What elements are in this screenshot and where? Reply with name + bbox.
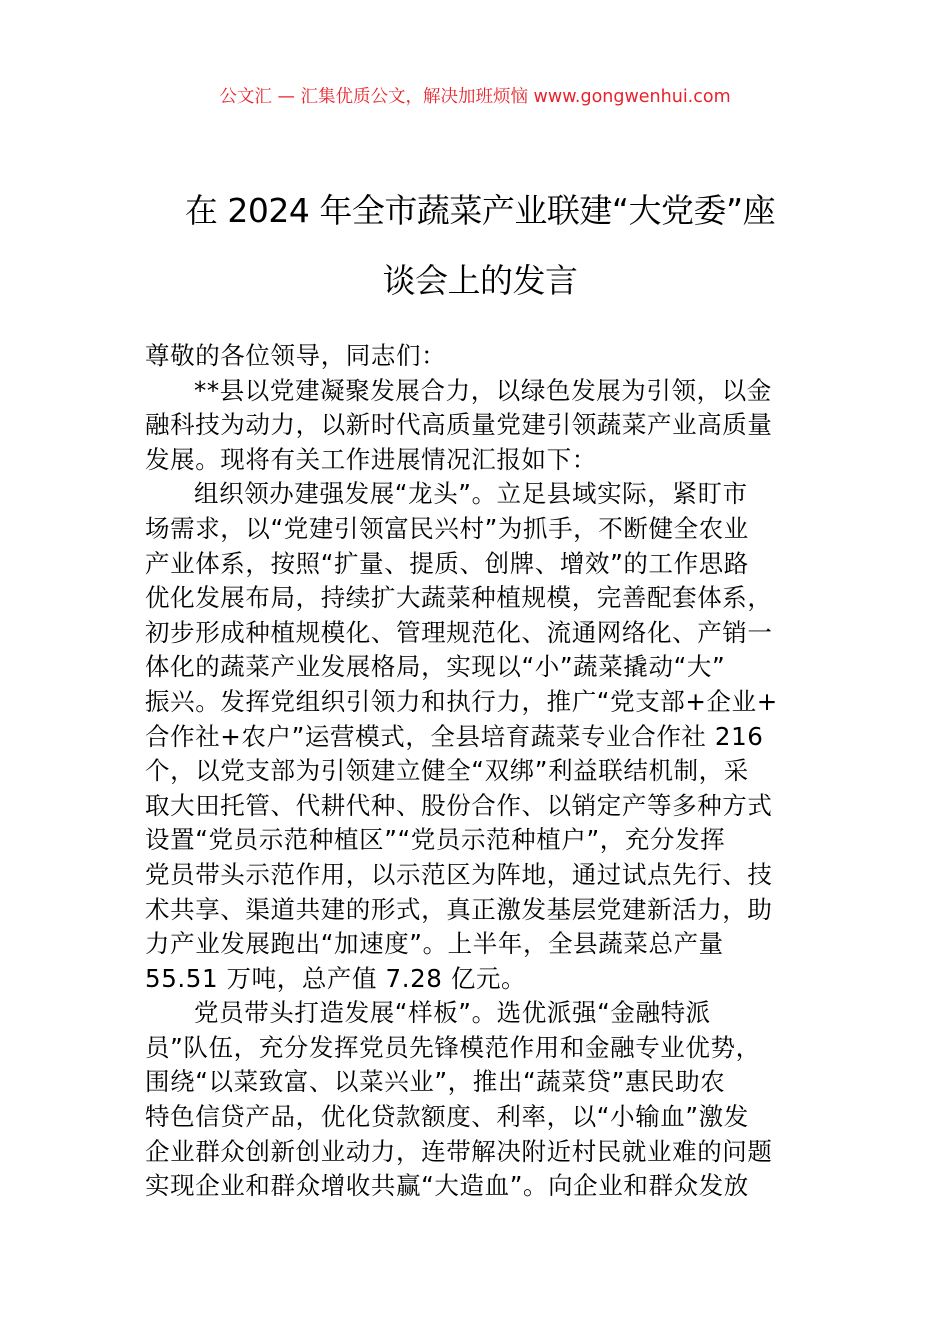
paragraph-model-line: 员”队伍，充分发挥党员先锋模范作用和金融专业优势，	[145, 1032, 761, 1062]
paragraph-leading-line: 党员带头示范作用，以示范区为阵地，通过试点先行、技	[145, 859, 773, 889]
paragraph-model-line: 党员带头打造发展“样板”。选优派强“金融特派	[194, 998, 711, 1028]
paragraph-leading-line: 力产业发展跑出“加速度”。上半年，全县蔬菜总产量	[145, 929, 724, 959]
title-line-2: 谈会上的发言	[382, 261, 578, 300]
paragraph-intro-line: **县以党建凝聚发展合力，以绿色发展为引领，以金	[194, 375, 772, 405]
document-body	[145, 339, 809, 1204]
paragraph-model-line: 实现企业和群众增收共赢“大造血”。向企业和群众发放	[145, 1171, 749, 1201]
paragraph-leading-line: 组织领办建强发展“龙头”。立足县域实际，紧盯市	[194, 479, 748, 509]
paragraph-leading-line: 设置“党员示范种植区”“党员示范种植户”，充分发挥	[145, 825, 726, 855]
paragraph-leading-line: 场需求，以“党建引领富民兴村”为抓手，不断健全农业	[145, 513, 749, 543]
watermark-banner: 公文汇 — 汇集优质公文，解决加班烦恼 www.gongwenhui.com	[219, 87, 731, 107]
paragraph-leading-line: 55.51 万吨，总产值 7.28 亿元。	[145, 963, 527, 993]
title-line-1: 在 2024 年全市蔬菜产业联建“大党委”座	[184, 191, 776, 230]
paragraph-leading-line: 初步形成种植规模化、管理规范化、流通网络化、产销一	[145, 617, 773, 647]
paragraph-leading-line: 优化发展布局，持续扩大蔬菜种植规模，完善配套体系，	[145, 583, 773, 613]
paragraph-model-line: 企业群众创新创业动力，连带解决附近村民就业难的问题	[145, 1136, 773, 1166]
document-title	[140, 176, 820, 316]
paragraph-intro-line: 发展。现将有关工作进展情况汇报如下：	[145, 444, 597, 474]
paragraph-leading-line: 合作社+农户”运营模式，全县培育蔬菜专业合作社 216	[145, 721, 764, 751]
salutation: 尊敬的各位领导，同志们：	[145, 341, 447, 370]
paragraph-leading-line: 体化的蔬菜产业发展格局，实现以“小”蔬菜撬动“大”	[145, 652, 726, 682]
paragraph-leading-line: 术共享、渠道共建的形式，真正激发基层党建新活力，助	[145, 894, 773, 924]
paragraph-model-line: 特色信贷产品，优化贷款额度、利率，以“小输血”激发	[145, 1102, 749, 1132]
paragraph-leading-line: 振兴。发挥党组织引领力和执行力，推广“党支部+企业+	[145, 686, 778, 716]
paragraph-model-line: 围绕“以菜致富、以菜兴业”，推出“蔬菜贷”惠民助农	[145, 1067, 726, 1097]
paragraph-leading-line: 产业体系，按照“扩量、提质、创牌、增效”的工作思路	[145, 548, 749, 578]
paragraph-leading-line: 个，以党支部为引领建立健全“双绑”利益联结机制，采	[145, 756, 749, 786]
paragraph-intro-line: 融科技为动力，以新时代高质量党建引领蔬菜产业高质量	[145, 410, 773, 440]
paragraph-leading-line: 取大田托管、代耕代种、股份合作、以销定产等多种方式	[145, 790, 773, 820]
